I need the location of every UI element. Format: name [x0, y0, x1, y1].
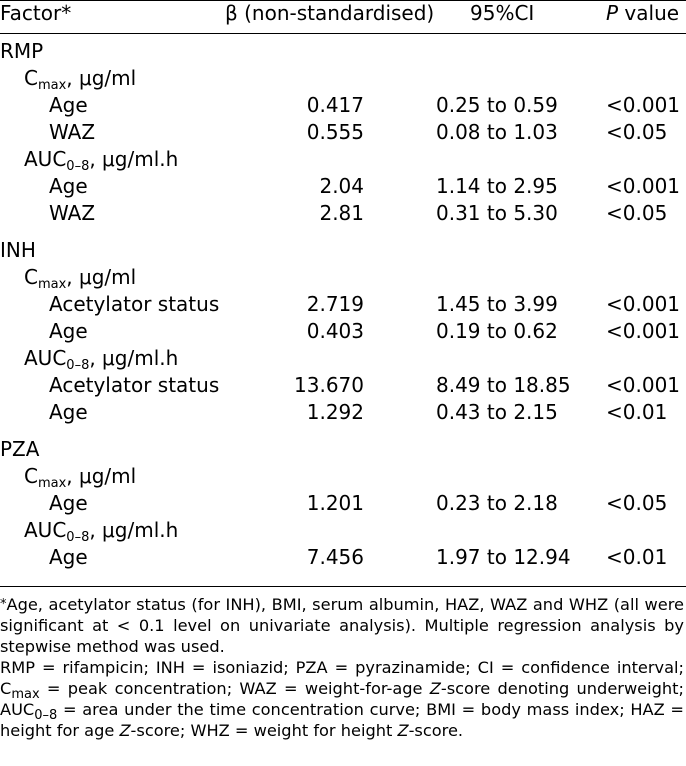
footnote: *Age, acetylator status (for INH), BMI, serum albumin, HAZ, WAZ and WHZ (all were significant at < 0.1 level on univariate analysis). Multiple regression analysis by stepwise method was used.	[0, 595, 684, 656]
ci-cell: 1.14 to 2.95	[436, 174, 558, 198]
factor-cell: Age	[49, 93, 88, 117]
beta-cell: 0.417	[306, 93, 364, 117]
beta-cell: 1.292	[306, 400, 364, 424]
measure-label: $C_{max}$, μg/ml	[24, 265, 137, 292]
ci-cell: 8.49 to 18.85	[436, 373, 571, 397]
table-row	[0, 291, 686, 318]
ci-cell: 0.08 to 1.03	[436, 120, 558, 144]
header-rule	[0, 33, 686, 34]
p-value-cell: <0.001	[606, 93, 681, 117]
table-row	[0, 399, 686, 426]
table-row	[0, 490, 686, 517]
p-value-cell: <0.001	[606, 319, 681, 343]
beta-cell: 1.201	[306, 491, 364, 515]
factor-cell: Acetylator status	[49, 373, 220, 397]
p-value-cell: <0.001	[606, 373, 681, 397]
p-value-cell: <0.05	[606, 120, 668, 144]
beta-cell: 0.403	[306, 319, 364, 343]
measure-label: $C_{max}$, μg/ml	[24, 464, 137, 491]
measure-label: $AUC_{0-8}$, μg/ml.h	[24, 147, 179, 174]
ci-cell: 0.19 to 0.62	[436, 319, 558, 343]
ci-cell: 0.25 to 0.59	[436, 93, 558, 117]
factor-cell: WAZ	[49, 201, 96, 225]
header-factor: Factor*	[0, 1, 72, 25]
beta-cell: 0.555	[306, 120, 364, 144]
ci-cell: 0.23 to 2.18	[436, 491, 558, 515]
beta-cell: 2.04	[319, 174, 364, 198]
measure-label: $AUC_{0-8}$, μg/ml.h	[24, 346, 179, 373]
measure-heading	[0, 345, 686, 372]
measure-heading	[0, 264, 686, 291]
table-row	[0, 372, 686, 399]
table-header	[0, 0, 686, 27]
measure-heading	[0, 463, 686, 490]
measure-heading	[0, 517, 686, 544]
ci-cell: 0.31 to 5.30	[436, 201, 558, 225]
beta-cell: 13.670	[294, 373, 364, 397]
table-row	[0, 119, 686, 146]
header-beta: β (non-standardised)	[225, 1, 435, 25]
p-value-cell: <0.01	[606, 545, 668, 569]
table-row	[0, 544, 686, 571]
measure-heading	[0, 146, 686, 173]
drug-name: PZA	[0, 437, 40, 461]
p-value-cell: <0.001	[606, 174, 681, 198]
drug-name: INH	[0, 238, 36, 262]
measure-heading	[0, 65, 686, 92]
ci-cell: 1.97 to 12.94	[436, 545, 571, 569]
p-value-cell: <0.001	[606, 292, 681, 316]
drug-heading	[0, 38, 686, 65]
drug-heading	[0, 436, 686, 463]
beta-cell: 2.81	[319, 201, 364, 225]
p-value-cell: <0.05	[606, 201, 668, 225]
factor-cell: Age	[49, 174, 88, 198]
factor-cell: Age	[49, 491, 88, 515]
table-notes	[0, 594, 684, 741]
p-value-cell: <0.01	[606, 400, 668, 424]
table-row	[0, 318, 686, 345]
factor-cell: Age	[49, 400, 88, 424]
factor-cell: Age	[49, 319, 88, 343]
drug-heading	[0, 237, 686, 264]
p-value-cell: <0.05	[606, 491, 668, 515]
table-row	[0, 173, 686, 200]
drug-name: RMP	[0, 39, 44, 63]
factor-cell: Acetylator status	[49, 292, 220, 316]
header-p-value: P value	[606, 1, 680, 25]
measure-label: $C_{max}$, μg/ml	[24, 66, 137, 93]
bottom-rule	[0, 586, 686, 587]
measure-label: $AUC_{0-8}$, μg/ml.h	[24, 518, 179, 545]
header-ci: 95%CI	[470, 1, 535, 25]
beta-cell: 7.456	[306, 545, 364, 569]
ci-cell: 1.45 to 3.99	[436, 292, 558, 316]
ci-cell: 0.43 to 2.15	[436, 400, 558, 424]
factor-cell: Age	[49, 545, 88, 569]
beta-cell: 2.719	[306, 292, 364, 316]
table-row	[0, 200, 686, 227]
table-row	[0, 92, 686, 119]
factor-cell: WAZ	[49, 120, 96, 144]
abbreviations: RMP = rifampicin; INH = isoniazid; PZA = pyrazinamide; CI = confidence interval; $C_{max}$ = peak concentration; WAZ = weight-for-age Z-score denoting underweight; $AUC_{0-8}$ = area under the time concentration curve; BMI = body mass index; HAZ = height for age Z-score; WHZ = weight for height Z-score.	[0, 658, 684, 740]
